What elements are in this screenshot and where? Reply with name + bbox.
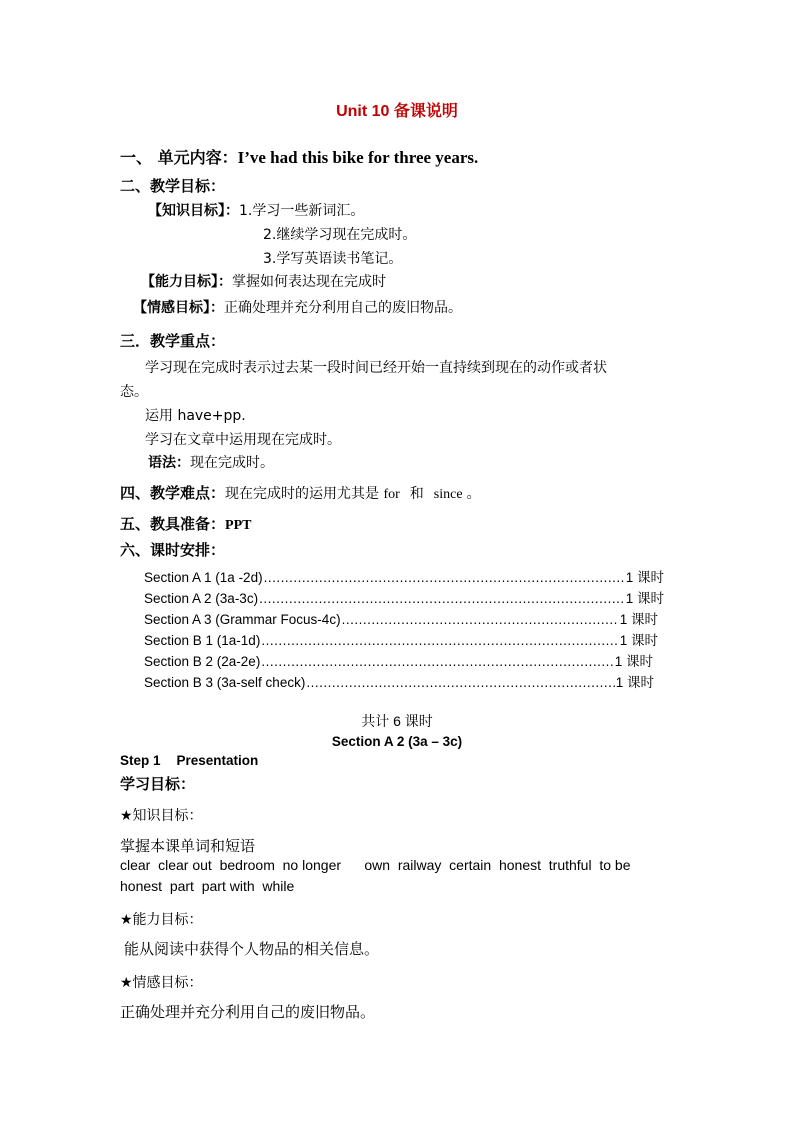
- difficulty-for: for: [383, 487, 400, 502]
- schedule-label: Section A 2 (3a-3c): [144, 591, 259, 606]
- schedule-row: [144, 608, 658, 628]
- unit-content-english: I’ve had this bike for three years.: [237, 148, 479, 167]
- schedule-label: Section B 2 (2a-2e): [144, 654, 261, 669]
- schedule-dots: [306, 675, 614, 690]
- goals-heading: 学习目标：: [120, 775, 196, 793]
- emotion-goal-row: [133, 297, 462, 317]
- schedule-dots: [264, 570, 625, 585]
- knowledge-goal-row: [148, 200, 364, 220]
- emotion-heading: ★情感目标：: [120, 974, 203, 990]
- difficulty-text: 现在完成时的运用尤其是: [225, 486, 384, 502]
- vocabulary-line: clear clear out bedroom no longer own railway certain honest truthful to be: [120, 857, 631, 873]
- section-heading: 六、课时安排：: [120, 541, 226, 559]
- section-heading: 四、教学难点：: [120, 484, 226, 502]
- grammar-text: 现在完成时。: [190, 455, 274, 471]
- key-point-paragraph: 学习现在完成时表示过去某一段时间已经开始一直持续到现在的动作或者状: [145, 360, 607, 376]
- difficulty-suffix: 。: [466, 486, 481, 502]
- section-heading: 二、教学目标：: [120, 177, 226, 195]
- section-unit-content: [120, 145, 478, 168]
- difficulty-and: 和: [409, 486, 424, 502]
- schedule-row: [144, 671, 654, 691]
- step-row: [120, 753, 258, 768]
- lesson-section-title: Section A 2 (3a – 3c): [331, 734, 463, 749]
- step-label: Step 1: [120, 753, 161, 768]
- knowledge-goal-item: 2.继续学习现在完成时。: [263, 227, 417, 243]
- tools-row: [120, 513, 251, 534]
- step-name: Presentation: [176, 753, 259, 768]
- knowledge-goal-item: 1.学习一些新词汇。: [239, 203, 365, 219]
- schedule-label: Section B 3 (3a-self check): [144, 675, 306, 690]
- knowledge-intro: 掌握本课单词和短语: [120, 838, 256, 855]
- knowledge-heading: ★知识目标：: [120, 807, 203, 823]
- difficulty-row: [120, 482, 481, 503]
- schedule-row: [144, 629, 658, 649]
- ability-goal-label: 【能力目标】：: [141, 274, 232, 290]
- page-title: Unit 10 备课说明: [336, 103, 458, 120]
- section-heading: 一、 单元内容：: [120, 148, 238, 167]
- ability-goal-row: [141, 271, 386, 291]
- schedule-label: Section A 3 (Grammar Focus-4c): [144, 612, 341, 627]
- emotion-goal-text: 正确处理并充分利用自己的废旧物品。: [224, 300, 462, 316]
- schedule-label: Section B 1 (1a-1d): [144, 633, 261, 648]
- schedule-dots: [261, 633, 618, 648]
- emotion-goal-label: 【情感目标】：: [133, 300, 224, 316]
- schedule-label: Section A 1 (1a -2d): [144, 570, 263, 585]
- schedule-row: [144, 650, 653, 670]
- ability-text: 能从阅读中获得个人物品的相关信息。: [124, 941, 380, 958]
- schedule-dots: [259, 591, 625, 606]
- schedule-hours: 1 课时: [625, 591, 664, 606]
- schedule-hours: 1 课时: [615, 675, 654, 690]
- tools-text: PPT: [225, 518, 252, 533]
- section-heading: 五、教具准备：: [120, 515, 226, 533]
- schedule-dots: [261, 654, 613, 669]
- knowledge-goal-label: 【知识目标】：: [148, 203, 239, 219]
- total-hours: 共计 6 课时: [361, 713, 433, 729]
- ability-goal-text: 掌握如何表达现在完成时: [232, 274, 386, 290]
- schedule-hours: 1 课时: [619, 612, 658, 627]
- ability-heading: ★能力目标：: [120, 911, 203, 927]
- grammar-label: 语法：: [148, 455, 190, 471]
- key-point-usage: 运用 have+pp.: [145, 408, 246, 424]
- schedule-hours: 1 课时: [625, 570, 664, 585]
- vocabulary-line: honest part part with while: [120, 878, 295, 894]
- emotion-text: 正确处理并充分利用自己的废旧物品。: [120, 1004, 376, 1021]
- schedule-row: [144, 566, 664, 586]
- schedule-hours: 1 课时: [614, 654, 653, 669]
- section-heading: 三．教学重点：: [120, 332, 226, 350]
- schedule-hours: 1 课时: [619, 633, 658, 648]
- schedule-dots: [342, 612, 619, 627]
- key-point-paragraph-cont: 态。: [120, 384, 148, 400]
- key-point-practice: 学习在文章中运用现在完成时。: [145, 432, 341, 448]
- knowledge-goal-item: 3.学写英语读书笔记。: [263, 251, 403, 267]
- difficulty-since: since: [433, 487, 463, 502]
- grammar-row: [148, 452, 274, 472]
- schedule-row: [144, 587, 664, 607]
